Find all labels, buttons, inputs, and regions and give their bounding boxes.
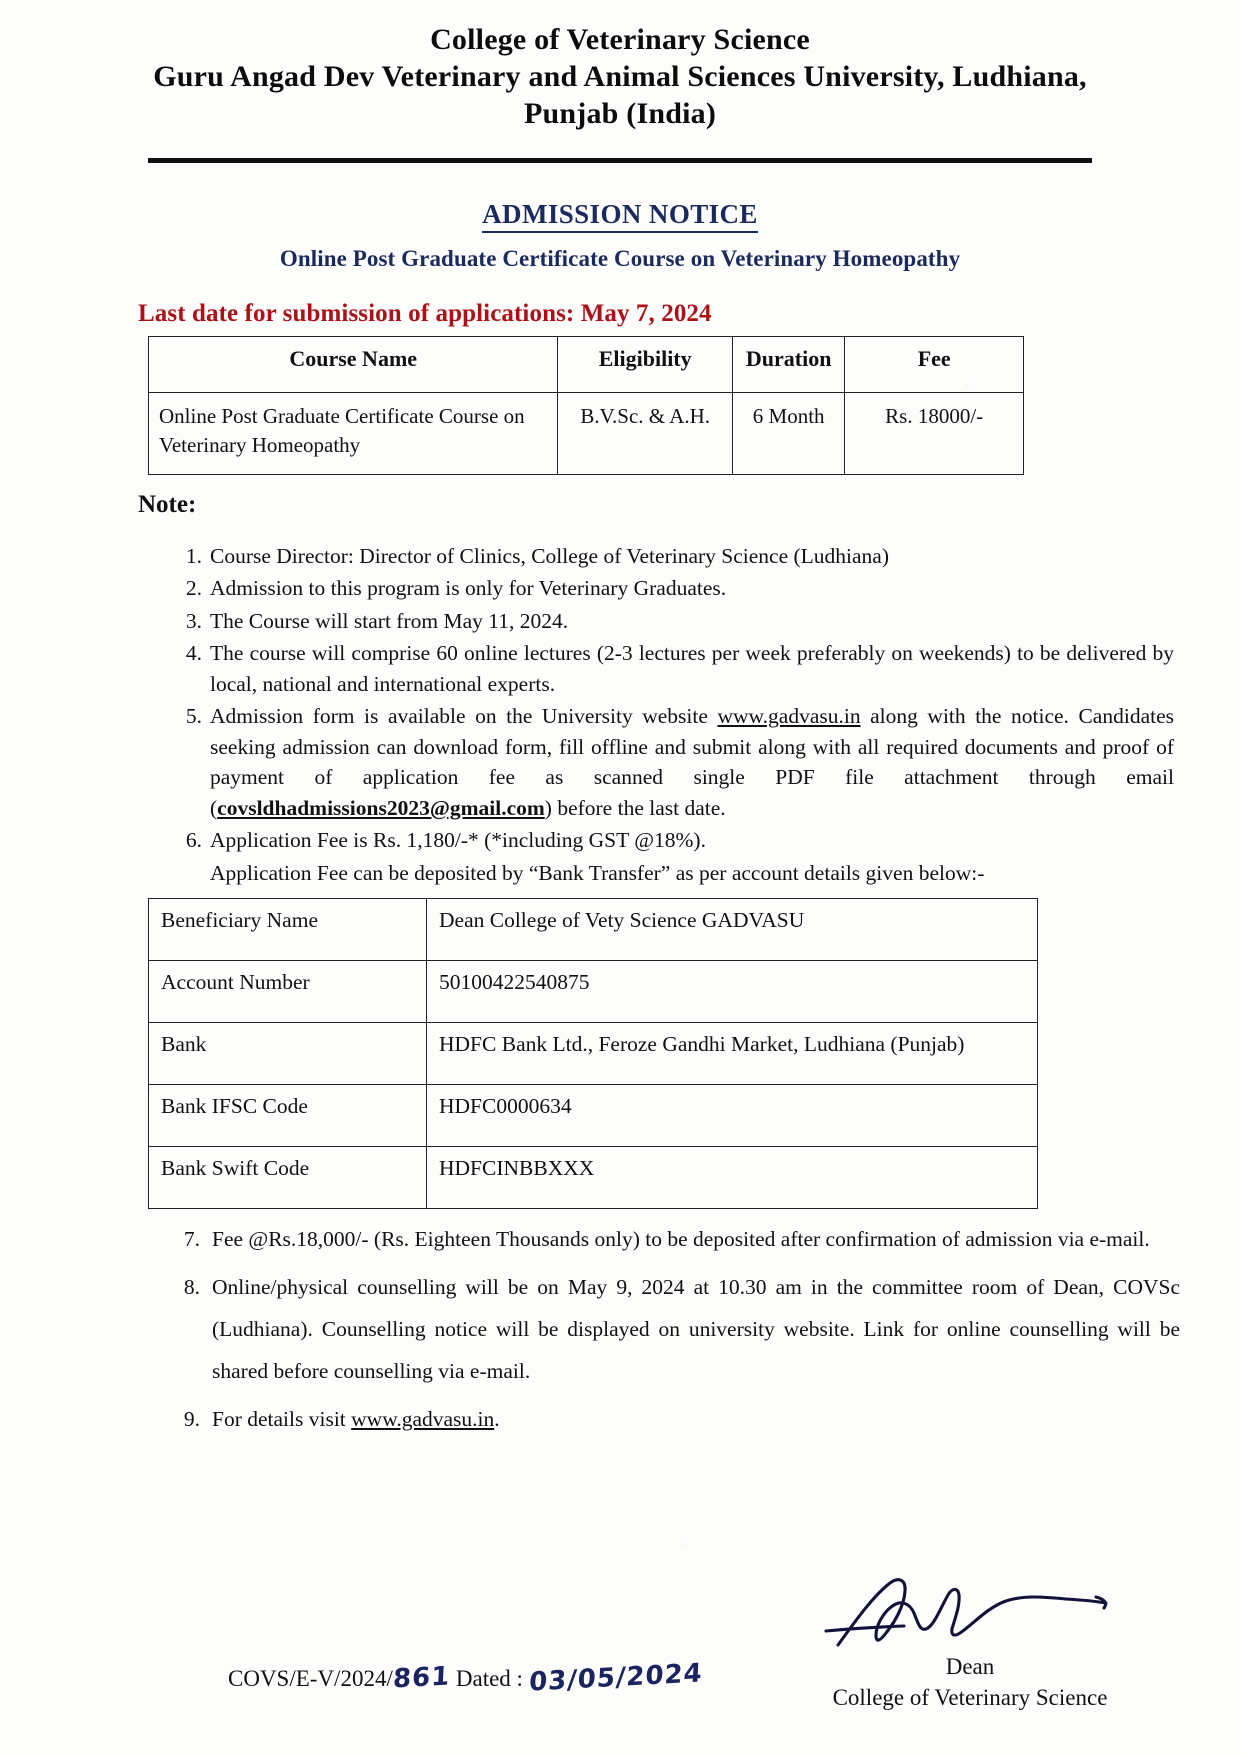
note-number: 2. <box>185 576 202 601</box>
column-header-fee: Fee <box>845 336 1024 392</box>
note-item-2 <box>185 573 1174 604</box>
note-item-6 <box>185 825 1174 888</box>
bank-row-value: HDFC0000634 <box>427 1085 1038 1147</box>
table-row <box>149 899 1038 961</box>
table-row <box>149 1085 1038 1147</box>
table-row <box>149 1023 1038 1085</box>
table-header-row <box>149 336 1024 392</box>
dated-label: Dated : <box>455 1666 523 1691</box>
bank-row-value: HDFC Bank Ltd., Feroze Gandhi Market, Ludhiana (Punjab) <box>427 1023 1038 1085</box>
cell-course-name: Online Post Graduate Certificate Course on Veterinary Homeopathy <box>149 392 558 474</box>
notice-subtitle: Online Post Graduate Certificate Course on Veterinary Homeopathy <box>279 245 961 271</box>
signatory-details <box>760 1651 1180 1713</box>
note-text-5-part-a: Admission form is available on the University website <box>210 704 718 729</box>
notice-title <box>0 199 1240 230</box>
course-details-table <box>148 336 1024 475</box>
bank-row-value: 50100422540875 <box>427 961 1038 1023</box>
bank-row-label: Account Number <box>149 961 427 1023</box>
note-number: 9. <box>183 1406 200 1431</box>
note-number: 5. <box>185 704 202 729</box>
note-item-3 <box>185 606 1174 637</box>
header-divider-rule <box>148 158 1092 163</box>
notice-title-text: ADMISSION NOTICE <box>482 199 758 233</box>
notes-list <box>0 541 1240 889</box>
bank-row-value: HDFCINBBXXX <box>427 1147 1038 1209</box>
dated-value-handwritten: 03/05/2024 <box>528 1658 704 1698</box>
note-text-9-part-a: For details visit <box>212 1406 352 1431</box>
column-header-duration: Duration <box>732 336 844 392</box>
note-text-5-part-b: along with the notice. Candidates seeking admission can download form, fill offline and submit along with all required documents and proof of payment of application fee as scanned single PDF file attachment through email ( <box>210 704 1174 820</box>
note-text-1: Course Director: Director of Clinics, College of Veterinary Science (Ludhiana) <box>210 543 890 568</box>
bank-row-label: Bank Swift Code <box>149 1147 427 1209</box>
column-header-eligibility: Eligibility <box>558 336 733 392</box>
note-label: Note: <box>138 490 197 518</box>
details-website-link[interactable]: www.gadvasu.in <box>351 1406 495 1431</box>
bank-row-value: Dean College of Vety Science GADVASU <box>427 899 1038 961</box>
note-text-8: Online/physical counselling will be on May 9, 2024 at 10.30 am in the committee room of Dean, COVSc (Ludhiana). Counselling notice will be displayed on university website. Link for online counselling will be shared before counselling via e-mail. <box>212 1275 1180 1384</box>
document-footer <box>0 1579 1240 1729</box>
university-website-link[interactable]: www.gadvasu.in <box>717 704 861 729</box>
note-text-6-fee: Application Fee is Rs. 1,180/-* (*including GST @18%). <box>210 828 706 853</box>
column-header-course-name: Course Name <box>149 336 558 392</box>
note-text-7: Fee @Rs.18,000/- (Rs. Eighteen Thousands only) to be deposited after confirmation of admission via e-mail. <box>212 1227 1150 1252</box>
bank-row-label: Bank <box>149 1023 427 1085</box>
cell-fee: Rs. 18000/- <box>845 392 1024 474</box>
table-row <box>149 392 1024 474</box>
bank-row-label: Beneficiary Name <box>149 899 427 961</box>
admissions-email-link[interactable]: covsldhadmissions2023@gmail.com <box>217 795 545 820</box>
table-row <box>149 961 1038 1023</box>
signatory-title: Dean <box>945 1653 995 1679</box>
signatory-organization: College of Veterinary Science <box>832 1684 1108 1710</box>
note-text-6-transfer: Application Fee can be deposited by “Bank Transfer” as per account details given below:- <box>210 860 985 885</box>
note-item-4 <box>185 638 1174 699</box>
handwritten-signature-icon <box>820 1571 1120 1657</box>
institution-name-line1: College of Veterinary Science <box>430 23 810 56</box>
cell-eligibility: B.V.Sc. & A.H. <box>558 392 733 474</box>
reference-number-line <box>228 1658 704 1698</box>
note-text-2: Admission to this program is only for Veterinary Graduates. <box>210 576 727 601</box>
institution-name-line2: Guru Angad Dev Veterinary and Animal Sciences University, Ludhiana, <box>153 59 1087 93</box>
note-number: 8. <box>183 1275 200 1300</box>
cell-duration: 6 Month <box>732 392 844 474</box>
notes-list-continued <box>0 1219 1240 1441</box>
reference-number-handwritten: 861 <box>392 1661 451 1695</box>
note-item-5 <box>185 701 1174 823</box>
note-item-8 <box>183 1267 1180 1393</box>
table-row <box>149 1147 1038 1209</box>
note-text-3: The Course will start from May 11, 2024. <box>210 608 569 633</box>
last-date-line: Last date for submission of applications: May 7, 2024 <box>138 299 712 327</box>
signature-block <box>760 1571 1180 1713</box>
bank-row-label: Bank IFSC Code <box>149 1085 427 1147</box>
note-text-9-part-b: . <box>494 1406 500 1431</box>
note-number: 7. <box>183 1227 200 1252</box>
note-item-1 <box>185 541 1174 572</box>
note-number: 3. <box>185 608 202 633</box>
note-number: 1. <box>185 543 202 568</box>
reference-prefix: COVS/E-V/2024/ <box>228 1666 393 1691</box>
note-item-7 <box>183 1219 1180 1261</box>
note-number: 4. <box>185 641 202 666</box>
institution-name-line3: Punjab (India) <box>523 97 717 131</box>
note-item-9 <box>183 1399 1180 1441</box>
note-text-5-part-c: ) before the last date. <box>544 795 726 820</box>
bank-account-details-table <box>148 898 1038 1209</box>
note-number: 6. <box>185 828 202 853</box>
note-text-4: The course will comprise 60 online lectures (2-3 lectures per week preferably on weekends) to be delivered by local, national and international experts. <box>210 641 1174 696</box>
